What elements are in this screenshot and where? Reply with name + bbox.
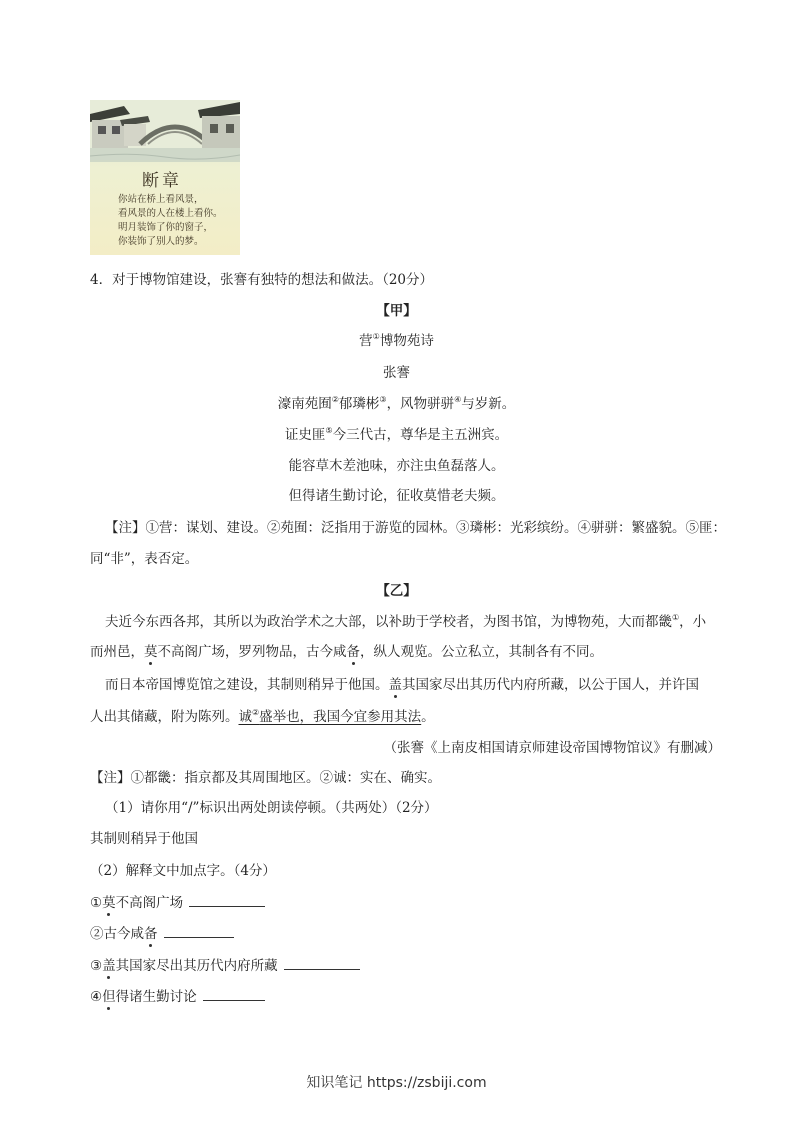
poem-line: 看风景的人在楼上看你。 [118,208,223,219]
poem-line: 你装饰了别人的梦。 [118,236,204,247]
poem-line: 明月装饰了你的窗子， [118,222,214,233]
poem-picture [90,100,240,255]
yi-paragraph-line-2: 而州邑，莫不高阁广场，罗列物品，古今咸备，纵人观览。公立私立，其制各有不同。 [90,644,603,660]
dotted-char: 但 [102,989,116,1005]
yi-paragraph-line-1: 夫近今东西各邦，其所以为政治学术之大部，以补助于学校者，为图书馆，为博物苑，大而都畿①，小 [105,613,707,630]
dotted-char: 莫 [144,644,158,660]
dotted-char: 备 [346,644,360,660]
sub-question-2-item-1: ①莫不高阁广场 [90,892,265,912]
sub-question-2-item-2: ②古今咸备 [90,923,234,943]
jia-note-line-1: 【注】①营：谋划、建设。②苑囿：泛指用于游览的园林。③璘彬：光彩缤纷。④骈骈：繁盛貌。⑤匪： [105,520,726,536]
footer-watermark: 知识笔记 https://zsbiji.com [306,1075,487,1091]
dotted-char: 盖 [102,958,116,974]
dotted-char: 莫 [102,895,116,911]
sub-question-2-prompt: （2）解释文中加点字。（4分） [90,863,276,879]
dotted-char: 盖 [388,677,402,693]
poem-line: 你站在桥上看风景， [118,194,204,205]
section-yi-tag: 【乙】 [376,583,417,599]
answer-blank[interactable] [203,986,265,1001]
poem-text [118,193,223,249]
answer-blank[interactable] [164,923,234,938]
poem-jia-line-3: 能容草木差池味，亦注虫鱼磊落人。 [288,458,505,474]
poem-title: 断章 [142,171,182,191]
poem-jia-title: 营①博物苑诗 [359,332,434,349]
poem-jia-author: 张謇 [383,365,410,381]
yi-source: （张謇《上南皮相国请京师建设帝国博物馆议》有删减） [383,740,721,756]
sub-question-2-item-3: ③盖其国家尽出其历代内府所藏 [90,955,360,975]
yi-paragraph-line-3: 而日本帝国博览馆之建设，其制则稍异于他国。盖其国家尽出其历代内府所藏，以公于国人，并许国 [105,677,699,693]
poem-jia-line-2: 证史匪⑤今三代古，尊华是主五洲宾。 [284,426,509,443]
poem-jia-line-1: 濠南苑囿②郁璘彬③，风物骈骈④与岁新。 [277,395,516,412]
section-jia-tag: 【甲】 [376,303,417,319]
sub-question-2-item-4: ④但得诸生勤讨论 [90,986,265,1006]
poem-jia-line-4: 但得诸生勤讨论，征收莫惜老夫频。 [288,488,505,504]
dotted-char: 备 [144,926,158,942]
sub-question-1-sentence: 其制则稍异于他国 [90,831,198,847]
answer-blank[interactable] [284,955,360,970]
yi-note: 【注】①都畿：指京都及其周围地区。②诚：实在、确实。 [90,770,441,786]
answer-blank[interactable] [189,892,265,907]
question-heading: 4．对于博物馆建设，张謇有独特的想法和做法。（20分） [90,272,434,288]
jia-note-line-2: 同“非”，表否定。 [90,551,199,567]
underlined-sentence: 诚②盛举也，我国今宜参用其法 [238,708,422,725]
yi-paragraph-line-4: 人出其储藏，附为陈列。诚②盛举也，我国今宜参用其法。 [90,708,435,725]
sub-question-1-prompt: （1）请你用“/”标识出两处朗读停顿。（共两处）（2分） [105,800,438,816]
